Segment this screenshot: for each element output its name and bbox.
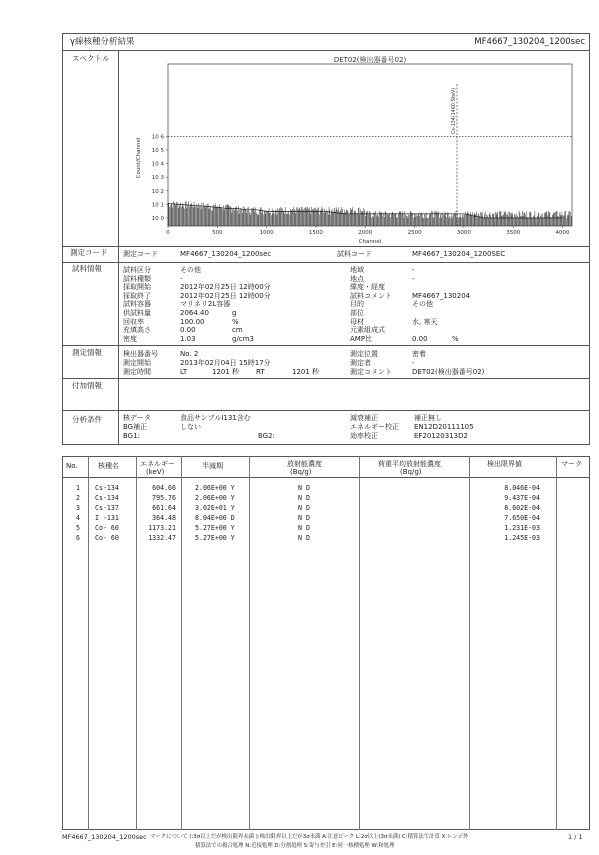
report-title: γ線核種分析結果	[70, 37, 135, 47]
footer-id: MF4667_130204_1200sec	[62, 833, 147, 841]
cell-nuclide: Cs-134	[95, 494, 119, 502]
cell-concentration: N D	[298, 504, 310, 512]
label-column-divider	[118, 50, 119, 445]
sample-field-value: 100.00	[180, 317, 205, 326]
cell-concentration: N D	[298, 514, 310, 522]
sample-field-label: 試料容器	[123, 300, 151, 309]
sample-field-label: 試料区分	[123, 266, 151, 274]
sample-field-value: その他	[180, 266, 201, 274]
x-tick-label: 1500	[308, 230, 323, 236]
spectrum-noise-path	[168, 201, 571, 226]
col-header-energy: エネルギー	[140, 460, 175, 468]
position-label: 測定位置	[350, 350, 378, 358]
sample-field-label: 元素組成式	[350, 326, 385, 335]
energy-calibration-value: EN12D20111105	[414, 423, 474, 431]
cell-nuclide: Co- 60	[95, 534, 119, 542]
sample-field-label: 目的	[350, 300, 364, 309]
lt-label: LT	[180, 368, 188, 376]
col-header-limit: 検出限界値	[487, 460, 522, 468]
footer-page: 1 / 1	[568, 833, 583, 841]
sample-field-value: 0.00	[180, 326, 196, 335]
y-tick-label: 10 6	[151, 134, 164, 141]
detector-value: No. 2	[180, 350, 199, 358]
person-value: -	[412, 359, 415, 367]
spectrum-noise	[168, 201, 571, 226]
sample-field-value: 2012年02月25日 12時00分	[180, 283, 271, 292]
cell-no: 6	[76, 534, 80, 542]
cell-nuclide: I -131	[95, 514, 119, 522]
sample-field-value: その他	[412, 300, 433, 309]
cell-concentration: N D	[298, 524, 310, 532]
sample-field-unit: %	[452, 334, 459, 343]
sample-field-label: 密度	[123, 334, 137, 343]
y-axis-ticks	[152, 134, 168, 222]
col-header-half-life: 半減期	[202, 462, 223, 470]
decay-correction-value: 補正無し	[414, 414, 442, 422]
sample-field-label: AMP比	[350, 334, 373, 343]
sample-field-label: 充填高さ	[123, 326, 151, 335]
divider	[62, 410, 590, 411]
sample-field-value: 1.03	[180, 334, 196, 343]
spectrum-section-label: スペクトル	[72, 54, 110, 63]
divider	[62, 262, 590, 263]
y-tick-label: 10 2	[151, 188, 164, 195]
cell-energy: 1332.47	[148, 534, 176, 542]
bg1-label: BG1:	[123, 432, 140, 440]
y-tick-label: 10 3	[151, 175, 164, 182]
sample-field-value: 水, 寒天	[412, 317, 438, 326]
position-value: 密着	[412, 350, 426, 358]
cell-half-life: 2.06E+00 Y	[195, 484, 235, 492]
cell-concentration: N D	[298, 484, 310, 492]
y-tick-label: 10 4	[151, 161, 164, 168]
cell-energy: 795.76	[152, 494, 176, 502]
sample-field-value: 0.00	[412, 334, 428, 343]
cell-energy: 1173.21	[148, 524, 176, 532]
sample-field-label: 地域	[350, 266, 364, 274]
footer-legend-1: マークについて (:3σ以上だが検出限界未満 ):検出限界以上だが3σ未満 A:注意ピーク L:2σ以上(3σ未満) C:積算法で計算 X:レンジ外	[150, 834, 469, 840]
x-tick-label: 3500	[506, 230, 521, 236]
comment-label: 測定コメント	[350, 368, 392, 376]
detector-label: 検出器番号	[123, 350, 158, 358]
sample-field-label: 採取開始	[123, 283, 151, 292]
extra-info-section-label: 付加情報	[72, 381, 102, 390]
measure-time-label: 測定時間	[123, 368, 151, 376]
cell-limit: 8.602E-04	[504, 504, 540, 512]
bg-correction-label: BG補正	[123, 423, 148, 431]
measure-start-label: 測定開始	[123, 359, 151, 367]
sample-field-label: 回収率	[123, 317, 144, 326]
bg2-label: BG2:	[258, 432, 275, 440]
cell-half-life: 3.02E+01 Y	[195, 504, 235, 512]
x-tick-label: 4000	[555, 230, 570, 236]
comment-value: DET02(検出器番号02)	[412, 368, 485, 376]
nuclear-data-label: 核データ	[123, 414, 151, 422]
cell-no: 1	[76, 484, 80, 492]
sample-field-unit: g/cm3	[232, 334, 254, 343]
y-tick-label: 10 1	[151, 202, 164, 209]
cell-half-life: 2.06E+00 Y	[195, 494, 235, 502]
divider	[62, 378, 590, 379]
cell-nuclide: Cs-137	[95, 504, 119, 512]
results-header-divider	[62, 477, 590, 478]
cell-no: 4	[76, 514, 80, 522]
x-tick-label: 3000	[456, 230, 471, 236]
peak-marker-label: Cs-134(1460.5keV)	[451, 87, 457, 134]
divider	[62, 246, 590, 247]
measure-start-value: 2013年02月04日 15時17分	[180, 359, 271, 367]
efficiency-calibration-label: 効率校正	[350, 432, 378, 440]
x-tick-label: 2500	[407, 230, 422, 236]
sample-field-unit: g	[232, 309, 237, 317]
cell-concentration: N D	[298, 534, 310, 542]
sample-field-label: 母材	[350, 317, 364, 326]
cell-nuclide: Cs-134	[95, 484, 119, 492]
cell-concentration: N D	[298, 494, 310, 502]
sample-code-value: MF4667_130204_1200SEC	[412, 250, 506, 258]
sample-field-value: マリネリ2L容器	[180, 300, 231, 309]
sample-field-value: -	[412, 266, 415, 274]
sample-field-value: -	[412, 274, 415, 283]
lt-value: 1201 秒	[212, 368, 240, 376]
cell-no: 5	[76, 524, 80, 532]
cell-limit: 9.437E-04	[504, 494, 540, 502]
cell-half-life: 8.04E+00 D	[195, 514, 235, 522]
cell-limit: 8.046E-04	[504, 484, 540, 492]
y-axis-label: Count/Channel	[136, 137, 142, 179]
cell-limit: 7.650E-04	[504, 514, 540, 522]
y-tick-label: 10 5	[151, 148, 164, 154]
cell-nuclide: Co- 60	[95, 524, 119, 532]
sample-field-label: 試料コメント	[350, 291, 392, 300]
cell-energy: 364.48	[152, 514, 176, 522]
cell-energy: 661.64	[152, 504, 176, 512]
bg-correction-value: しない	[180, 423, 201, 431]
cell-no: 3	[76, 504, 80, 512]
x-tick-label: 0	[166, 230, 170, 236]
col-header-weighted: 荷重平均放射能濃度	[378, 460, 441, 468]
col-header-mark: マーク	[561, 460, 582, 468]
spectrum-chart	[122, 54, 582, 244]
col-header-concentration: 放射能濃度	[287, 460, 322, 468]
cell-no: 2	[76, 494, 80, 502]
sample-field-label: 緯度・経度	[350, 283, 385, 292]
x-axis-label: Channel	[358, 239, 382, 244]
measure-code-section-label: 測定コード	[70, 248, 108, 257]
measure-code-value: MF4667_130204_1200sec	[180, 250, 272, 258]
cell-half-life: 5.27E+00 Y	[195, 534, 235, 542]
divider	[62, 50, 590, 51]
sample-field-label: 地点	[350, 274, 364, 283]
sample-field-value: 2012年02月25日 12時00分	[180, 291, 271, 300]
col-header-weighted-unit: (Bq/g)	[400, 468, 422, 476]
sample-field-unit: cm	[232, 326, 243, 335]
plot-area	[168, 64, 572, 226]
sample-field-value: MF4667_130204	[412, 291, 471, 300]
sample-field-label: 供試料量	[123, 309, 151, 317]
cell-limit: 1.231E-03	[504, 524, 540, 532]
footer-legend-2: 積算法での複合処理 N:近接処理 D:分割処理 S:寄与差引 E:同一核種処理 W:和処理	[195, 843, 395, 849]
divider	[62, 345, 590, 346]
spectrum-svg	[122, 54, 582, 244]
sample-info-section-label: 試料情報	[72, 264, 102, 273]
sample-code-label: 試料コード	[337, 250, 372, 258]
sample-field-label: 試料種類	[123, 274, 151, 283]
col-header-no: No.	[66, 462, 78, 470]
y-tick-label: 10 0	[151, 216, 164, 222]
nuclear-data-value: 食品サンプルI131含む	[180, 414, 251, 422]
sample-field-label: 採取終了	[123, 291, 151, 300]
col-header-concentration-unit: (Bq/g)	[290, 468, 312, 476]
x-axis-ticks	[166, 226, 570, 236]
rt-label: RT	[256, 368, 265, 376]
sample-field-value: 2064.40	[180, 309, 209, 317]
sample-field-value: -	[180, 274, 183, 283]
analysis-section-label: 分析条件	[72, 415, 102, 424]
x-tick-label: 500	[212, 230, 223, 236]
efficiency-calibration-value: EF20120313D2	[414, 432, 468, 440]
x-tick-label: 2000	[358, 230, 373, 236]
person-label: 測定者	[350, 359, 371, 367]
cell-half-life: 5.27E+00 Y	[195, 524, 235, 532]
cell-limit: 1.245E-03	[504, 534, 540, 542]
decay-correction-label: 減衰補正	[350, 414, 378, 422]
chart-title: DET02(検出器番号02)	[333, 56, 407, 64]
sample-field-label: 部位	[350, 309, 364, 317]
sample-field-unit: %	[232, 317, 239, 326]
report-sample-id: MF4667_130204_1200sec	[474, 37, 585, 47]
rt-value: 1201 秒	[292, 368, 320, 376]
col-header-energy-unit: (keV)	[146, 468, 165, 476]
measure-info-section-label: 測定情報	[72, 348, 102, 357]
x-tick-label: 1000	[259, 230, 274, 236]
measure-code-label: 測定コード	[123, 250, 158, 258]
cell-energy: 604.66	[152, 484, 176, 492]
col-header-nuclide: 核種名	[98, 462, 119, 470]
energy-calibration-label: エネルギー校正	[350, 423, 399, 431]
